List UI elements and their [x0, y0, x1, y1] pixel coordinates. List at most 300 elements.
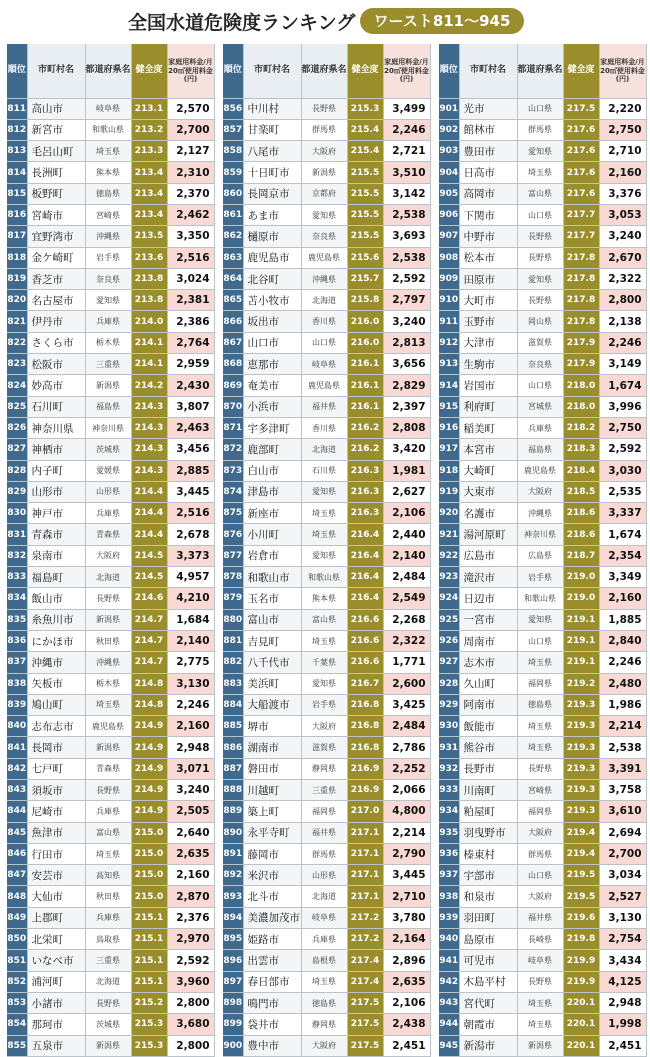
city-cell: 宇多津町 — [243, 417, 301, 438]
fee-cell: 4,957 — [167, 567, 214, 588]
header-prefecture: 都道府県名 — [301, 44, 347, 98]
city-cell: 鹿児島市 — [243, 247, 301, 268]
city-cell: 坂出市 — [243, 311, 301, 332]
rank-cell: 843 — [7, 780, 27, 801]
prefecture-cell: 岡山県 — [517, 311, 563, 332]
table-row — [223, 311, 430, 332]
score-cell: 213.8 — [131, 268, 167, 289]
score-cell: 214.5 — [131, 567, 167, 588]
fee-cell: 3,693 — [383, 226, 430, 247]
table-row — [223, 673, 430, 694]
table-row — [223, 780, 430, 801]
rank-cell: 820 — [7, 290, 27, 311]
fee-cell: 2,322 — [383, 630, 430, 651]
score-cell: 218.5 — [563, 481, 599, 502]
city-cell: 宮代町 — [459, 992, 517, 1013]
fee-cell: 2,808 — [383, 417, 430, 438]
table-row — [7, 1014, 214, 1035]
score-cell: 215.0 — [131, 865, 167, 886]
city-cell: 羽田町 — [459, 907, 517, 928]
rank-cell: 812 — [7, 119, 27, 140]
score-cell: 213.4 — [131, 204, 167, 225]
city-cell: 浦河町 — [27, 971, 85, 992]
rank-cell: 861 — [223, 204, 243, 225]
city-cell: 毛呂山町 — [27, 141, 85, 162]
city-cell: 玉野市 — [459, 311, 517, 332]
rank-cell: 844 — [7, 801, 27, 822]
city-cell: 可児市 — [459, 950, 517, 971]
prefecture-cell: 奈良県 — [301, 226, 347, 247]
city-cell: 七戸町 — [27, 758, 85, 779]
city-cell: 宮崎市 — [27, 204, 85, 225]
rank-cell: 906 — [439, 204, 459, 225]
table-row — [223, 290, 430, 311]
rank-cell: 835 — [7, 609, 27, 630]
prefecture-cell: 山口県 — [517, 98, 563, 119]
prefecture-cell: 愛知県 — [301, 204, 347, 225]
prefecture-cell: 大阪府 — [301, 1035, 347, 1056]
prefecture-cell: 山口県 — [301, 332, 347, 353]
table-row — [223, 1014, 430, 1035]
header-rank: 順位 — [7, 44, 27, 98]
score-cell: 217.6 — [563, 119, 599, 140]
prefecture-cell: 群馬県 — [301, 119, 347, 140]
prefecture-cell: 長野県 — [517, 290, 563, 311]
city-cell: 大崎町 — [459, 460, 517, 481]
fee-cell: 2,592 — [383, 268, 430, 289]
rank-cell: 857 — [223, 119, 243, 140]
prefecture-cell: 茨城県 — [85, 439, 131, 460]
city-cell: 藤岡市 — [243, 843, 301, 864]
score-cell: 219.4 — [563, 843, 599, 864]
city-cell: 名護市 — [459, 503, 517, 524]
prefecture-cell: 北海道 — [301, 886, 347, 907]
table-row — [7, 311, 214, 332]
rank-cell: 928 — [439, 673, 459, 694]
score-cell: 214.3 — [131, 396, 167, 417]
table-row — [223, 822, 430, 843]
fee-cell: 2,430 — [167, 375, 214, 396]
rank-cell: 916 — [439, 417, 459, 438]
rank-cell: 837 — [7, 652, 27, 673]
rank-cell: 828 — [7, 460, 27, 481]
fee-cell: 2,322 — [599, 268, 646, 289]
rank-cell: 878 — [223, 567, 243, 588]
page-header — [0, 0, 650, 40]
city-cell: 沖縄市 — [27, 652, 85, 673]
fee-cell: 1,684 — [167, 609, 214, 630]
score-cell: 217.7 — [563, 204, 599, 225]
fee-cell: 2,370 — [167, 183, 214, 204]
rank-cell: 831 — [7, 524, 27, 545]
fee-cell: 2,462 — [167, 204, 214, 225]
table-row — [7, 843, 214, 864]
city-cell: 築上町 — [243, 801, 301, 822]
table-row — [223, 545, 430, 566]
fee-cell: 2,970 — [167, 929, 214, 950]
rank-cell: 935 — [439, 822, 459, 843]
table-row — [439, 652, 646, 673]
rank-cell: 873 — [223, 460, 243, 481]
rank-cell: 922 — [439, 545, 459, 566]
rank-cell: 847 — [7, 865, 27, 886]
table-row — [7, 673, 214, 694]
score-cell: 213.5 — [131, 226, 167, 247]
city-cell: 妙高市 — [27, 375, 85, 396]
fee-cell: 2,538 — [383, 247, 430, 268]
score-cell: 218.0 — [563, 396, 599, 417]
prefecture-cell: 山形県 — [301, 865, 347, 886]
table-row — [7, 247, 214, 268]
rank-cell: 943 — [439, 992, 459, 1013]
header-fee: 家庭用料金/月20㎥使用料金(円) — [167, 44, 214, 98]
fee-cell: 3,376 — [599, 183, 646, 204]
table-row — [7, 737, 214, 758]
score-cell: 215.1 — [131, 907, 167, 928]
prefecture-cell: 奈良県 — [85, 268, 131, 289]
prefecture-cell: 栃木県 — [85, 673, 131, 694]
city-cell: 岩国市 — [459, 375, 517, 396]
prefecture-cell: 北海道 — [85, 567, 131, 588]
city-cell: 那珂市 — [27, 1014, 85, 1035]
rank-cell: 875 — [223, 503, 243, 524]
rank-cell: 856 — [223, 98, 243, 119]
city-cell: 内子町 — [27, 460, 85, 481]
fee-cell: 3,024 — [167, 268, 214, 289]
fee-cell: 2,710 — [599, 141, 646, 162]
city-cell: 生駒市 — [459, 354, 517, 375]
score-cell: 217.5 — [347, 1014, 383, 1035]
table-row — [223, 907, 430, 928]
table-row — [439, 1014, 646, 1035]
table-row — [7, 609, 214, 630]
prefecture-cell: 長崎県 — [517, 929, 563, 950]
table-row — [223, 971, 430, 992]
table-row — [439, 503, 646, 524]
rank-cell: 938 — [439, 886, 459, 907]
rank-cell: 865 — [223, 290, 243, 311]
table-row — [223, 865, 430, 886]
score-cell: 217.1 — [347, 886, 383, 907]
rank-cell: 848 — [7, 886, 27, 907]
rank-cell: 887 — [223, 758, 243, 779]
fee-cell: 3,053 — [599, 204, 646, 225]
rank-cell: 860 — [223, 183, 243, 204]
table-row — [223, 567, 430, 588]
city-cell: 津島市 — [243, 481, 301, 502]
city-cell: 樋原市 — [243, 226, 301, 247]
city-cell: 湯河原町 — [459, 524, 517, 545]
fee-cell: 2,140 — [383, 545, 430, 566]
table-row — [7, 183, 214, 204]
fee-cell: 2,840 — [599, 630, 646, 651]
fee-cell: 2,138 — [599, 311, 646, 332]
prefecture-cell: 埼玉県 — [85, 843, 131, 864]
prefecture-cell: 埼玉県 — [517, 716, 563, 737]
city-cell: 宜野湾市 — [27, 226, 85, 247]
header-city: 市町村名 — [459, 44, 517, 98]
table-row — [223, 630, 430, 651]
fee-cell: 1,885 — [599, 609, 646, 630]
prefecture-cell: 愛媛県 — [85, 460, 131, 481]
city-cell: 安芸市 — [27, 865, 85, 886]
score-cell: 213.6 — [131, 247, 167, 268]
table-row — [439, 417, 646, 438]
table-row — [439, 780, 646, 801]
rank-cell: 850 — [7, 929, 27, 950]
table-row — [7, 481, 214, 502]
table-row — [439, 119, 646, 140]
ranking-table-1 — [7, 44, 215, 1057]
city-cell: 大東市 — [459, 481, 517, 502]
city-cell: 飯能市 — [459, 716, 517, 737]
prefecture-cell: 新潟県 — [85, 609, 131, 630]
rank-cell: 867 — [223, 332, 243, 353]
score-cell: 216.3 — [347, 460, 383, 481]
table-row — [439, 162, 646, 183]
prefecture-cell: 三重県 — [85, 354, 131, 375]
score-cell: 219.2 — [563, 673, 599, 694]
prefecture-cell: 群馬県 — [301, 843, 347, 864]
prefecture-cell: 福井県 — [517, 907, 563, 928]
score-cell: 217.7 — [563, 226, 599, 247]
city-cell: 北斗市 — [243, 886, 301, 907]
score-cell: 219.3 — [563, 737, 599, 758]
header-prefecture: 都道府県名 — [517, 44, 563, 98]
prefecture-cell: 岩手県 — [517, 567, 563, 588]
city-cell: 和歌山市 — [243, 567, 301, 588]
prefecture-cell: 熊本県 — [85, 162, 131, 183]
prefecture-cell: 愛知県 — [517, 609, 563, 630]
rank-cell: 855 — [7, 1035, 27, 1056]
prefecture-cell: 山口県 — [517, 630, 563, 651]
fee-cell: 3,434 — [599, 950, 646, 971]
fee-cell: 2,800 — [167, 1035, 214, 1056]
score-cell: 215.1 — [131, 929, 167, 950]
city-cell: 新座市 — [243, 503, 301, 524]
range-badge: ワースト811～945 — [360, 8, 524, 34]
rank-cell: 839 — [7, 694, 27, 715]
rank-cell: 874 — [223, 481, 243, 502]
table-header-row — [439, 44, 646, 98]
city-cell: 利府町 — [459, 396, 517, 417]
table-row — [439, 439, 646, 460]
score-cell: 216.9 — [347, 758, 383, 779]
city-cell: さくら市 — [27, 332, 85, 353]
score-cell: 216.4 — [347, 524, 383, 545]
fee-cell: 2,516 — [167, 247, 214, 268]
prefecture-cell: 秋田県 — [85, 630, 131, 651]
prefecture-cell: 新潟県 — [85, 375, 131, 396]
table-row — [439, 609, 646, 630]
prefecture-cell: 和歌山県 — [85, 119, 131, 140]
score-cell: 214.7 — [131, 652, 167, 673]
fee-cell: 1,981 — [383, 460, 430, 481]
rank-cell: 825 — [7, 396, 27, 417]
rank-cell: 877 — [223, 545, 243, 566]
rank-cell: 871 — [223, 417, 243, 438]
rank-cell: 815 — [7, 183, 27, 204]
rank-cell: 849 — [7, 907, 27, 928]
table-row — [439, 98, 646, 119]
score-cell: 214.9 — [131, 737, 167, 758]
fee-cell: 1,674 — [599, 524, 646, 545]
prefecture-cell: 鹿児島県 — [85, 716, 131, 737]
rank-cell: 923 — [439, 567, 459, 588]
prefecture-cell: 千葉県 — [301, 652, 347, 673]
rank-cell: 821 — [7, 311, 27, 332]
rank-cell: 919 — [439, 481, 459, 502]
city-cell: 恵那市 — [243, 354, 301, 375]
prefecture-cell: 兵庫県 — [85, 311, 131, 332]
rank-cell: 880 — [223, 609, 243, 630]
score-cell: 216.8 — [347, 737, 383, 758]
prefecture-cell: 岐阜県 — [517, 950, 563, 971]
rank-cell: 924 — [439, 588, 459, 609]
prefecture-cell: 神奈川県 — [517, 524, 563, 545]
prefecture-cell: 岩手県 — [85, 247, 131, 268]
score-cell: 214.4 — [131, 503, 167, 524]
rank-cell: 813 — [7, 141, 27, 162]
prefecture-cell: 長野県 — [517, 226, 563, 247]
city-cell: 山口市 — [243, 332, 301, 353]
rank-cell: 899 — [223, 1014, 243, 1035]
table-row — [223, 886, 430, 907]
table-row — [7, 630, 214, 651]
score-cell: 219.1 — [563, 652, 599, 673]
city-cell: 奄美市 — [243, 375, 301, 396]
rank-cell: 864 — [223, 268, 243, 289]
rank-cell: 912 — [439, 332, 459, 353]
score-cell: 216.6 — [347, 609, 383, 630]
prefecture-cell: 福岡県 — [301, 801, 347, 822]
city-cell: 上郡町 — [27, 907, 85, 928]
city-cell: 北谷町 — [243, 268, 301, 289]
rank-cell: 939 — [439, 907, 459, 928]
fee-cell: 2,896 — [383, 950, 430, 971]
score-cell: 217.2 — [347, 929, 383, 950]
fee-cell: 2,386 — [167, 311, 214, 332]
prefecture-cell: 長野県 — [517, 758, 563, 779]
prefecture-cell: 和歌山県 — [517, 588, 563, 609]
score-cell: 216.3 — [347, 481, 383, 502]
prefecture-cell: 岐阜県 — [301, 354, 347, 375]
rank-cell: 866 — [223, 311, 243, 332]
table-row — [223, 950, 430, 971]
fee-cell: 2,786 — [383, 737, 430, 758]
score-cell: 219.6 — [563, 907, 599, 928]
score-cell: 214.1 — [131, 354, 167, 375]
header-score: 健全度 — [131, 44, 167, 98]
score-cell: 219.0 — [563, 567, 599, 588]
fee-cell: 2,948 — [167, 737, 214, 758]
score-cell: 219.3 — [563, 801, 599, 822]
header-score: 健全度 — [347, 44, 383, 98]
city-cell: 須坂市 — [27, 780, 85, 801]
rank-cell: 897 — [223, 971, 243, 992]
table-row — [7, 417, 214, 438]
city-cell: 長洲町 — [27, 162, 85, 183]
table-row — [439, 822, 646, 843]
city-cell: 板野町 — [27, 183, 85, 204]
table-row — [223, 204, 430, 225]
fee-cell: 2,484 — [383, 567, 430, 588]
score-cell: 218.2 — [563, 417, 599, 438]
score-cell: 215.0 — [131, 822, 167, 843]
prefecture-cell: 静岡県 — [301, 1014, 347, 1035]
rank-cell: 914 — [439, 375, 459, 396]
prefecture-cell: 山口県 — [517, 204, 563, 225]
score-cell: 219.8 — [563, 929, 599, 950]
page-title: 全国水道危険度ランキング — [128, 12, 356, 34]
prefecture-cell: 埼玉県 — [301, 503, 347, 524]
prefecture-cell: 埼玉県 — [301, 524, 347, 545]
score-cell: 213.3 — [131, 141, 167, 162]
fee-cell: 2,480 — [599, 673, 646, 694]
score-cell: 219.3 — [563, 780, 599, 801]
table-row — [223, 694, 430, 715]
fee-cell: 2,310 — [167, 162, 214, 183]
city-cell: 大船渡市 — [243, 694, 301, 715]
fee-cell: 3,373 — [167, 545, 214, 566]
rank-cell: 904 — [439, 162, 459, 183]
city-cell: 高山市 — [27, 98, 85, 119]
table-row — [7, 992, 214, 1013]
score-cell: 219.5 — [563, 865, 599, 886]
rank-cell: 858 — [223, 141, 243, 162]
prefecture-cell: 鹿児島県 — [517, 460, 563, 481]
rank-cell: 824 — [7, 375, 27, 396]
prefecture-cell: 埼玉県 — [85, 141, 131, 162]
score-cell: 214.8 — [131, 673, 167, 694]
fee-cell: 2,535 — [599, 481, 646, 502]
prefecture-cell: 岐阜県 — [85, 98, 131, 119]
score-cell: 217.1 — [347, 843, 383, 864]
score-cell: 215.4 — [347, 119, 383, 140]
fee-cell: 2,635 — [383, 971, 430, 992]
score-cell: 217.0 — [347, 801, 383, 822]
table-row — [439, 332, 646, 353]
fee-cell: 4,125 — [599, 971, 646, 992]
table-row — [223, 417, 430, 438]
fee-cell: 2,397 — [383, 396, 430, 417]
fee-cell: 2,627 — [383, 481, 430, 502]
city-cell: 大仙市 — [27, 886, 85, 907]
table-row — [7, 929, 214, 950]
city-cell: 小諸市 — [27, 992, 85, 1013]
city-cell: 玉名市 — [243, 588, 301, 609]
rank-cell: 895 — [223, 929, 243, 950]
prefecture-cell: 滋賀県 — [301, 737, 347, 758]
rank-cell: 859 — [223, 162, 243, 183]
rank-cell: 900 — [223, 1035, 243, 1056]
table-row — [439, 737, 646, 758]
score-cell: 219.9 — [563, 971, 599, 992]
table-row — [7, 354, 214, 375]
table-row — [439, 141, 646, 162]
fee-cell: 3,445 — [167, 481, 214, 502]
prefecture-cell: 長野県 — [85, 992, 131, 1013]
city-cell: 豊田市 — [459, 141, 517, 162]
fee-cell: 3,240 — [167, 780, 214, 801]
city-cell: 志布志市 — [27, 716, 85, 737]
prefecture-cell: 京都府 — [301, 183, 347, 204]
rank-cell: 926 — [439, 630, 459, 651]
prefecture-cell: 埼玉県 — [517, 162, 563, 183]
city-cell: 広島市 — [459, 545, 517, 566]
table-row — [7, 716, 214, 737]
fee-cell: 2,948 — [599, 992, 646, 1013]
